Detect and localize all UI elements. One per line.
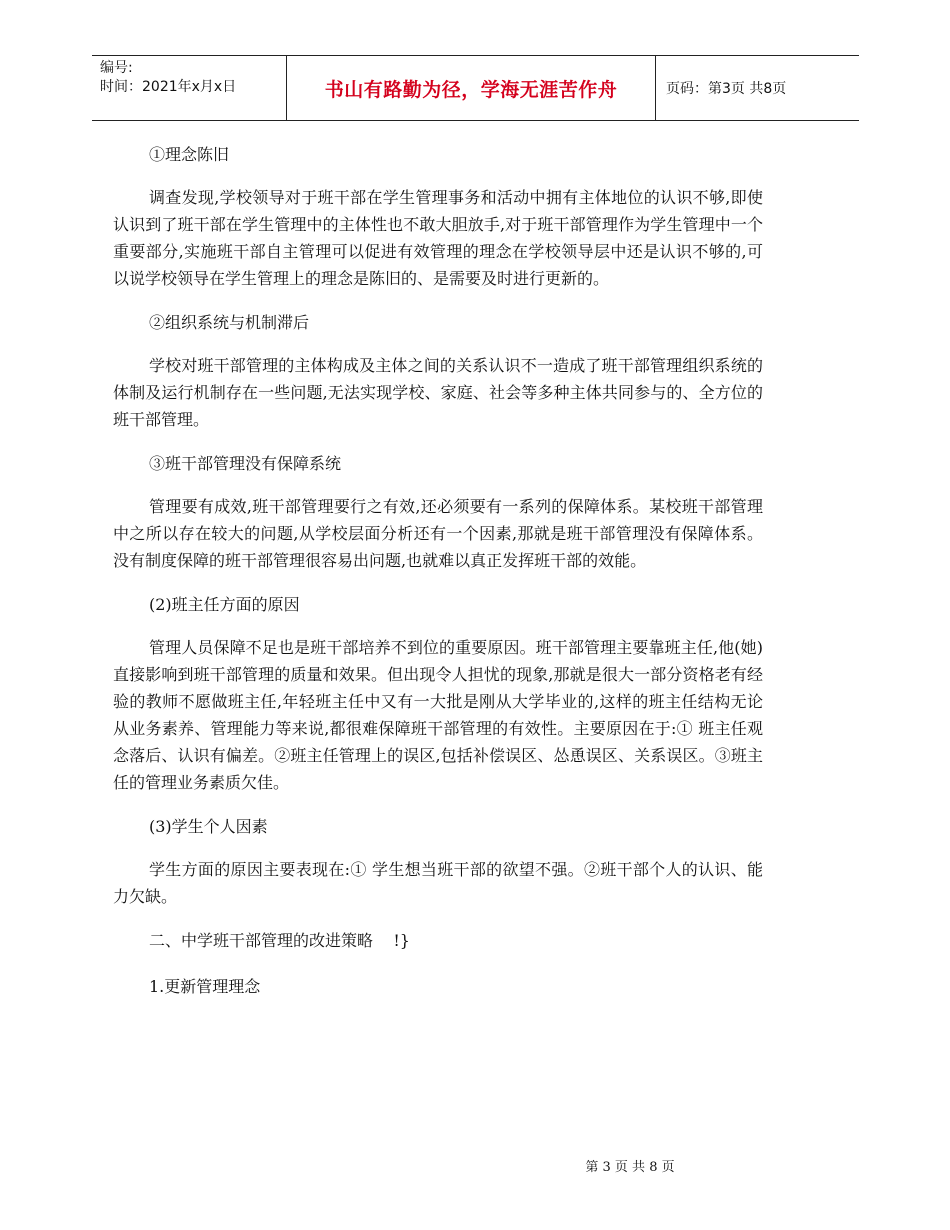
header-page-number: 页码：第3页 共8页	[666, 81, 787, 97]
section-heading: 1.更新管理理念	[149, 977, 261, 996]
section-heading: ②组织系统与机制滞后	[149, 313, 310, 332]
section-heading: (2)班主任方面的原因	[149, 595, 300, 614]
document-time-label: 时间：2021年x月x日	[100, 79, 237, 95]
paragraph: 学生方面的原因主要表现在:① 学生想当班干部的欲望不强。②班干部个人的认识、能力欠缺。	[113, 860, 763, 906]
paragraph: 管理要有成效,班干部管理要行之有效,还必须要有一系列的保障体系。某校班干部管理中之所以存在较大的问题,从学校层面分析还有一个因素,那就是班干部管理没有保障体系。没有制度保障的班干部管理很容易出问题,也就难以真正发挥班干部的效能。	[113, 497, 763, 570]
paragraph: 学校对班干部管理的主体构成及主体之间的关系认识不一造成了班干部管理组织系统的体制及运行机制存在一些问题,无法实现学校、家庭、社会等多种主体共同参与的、全方位的班干部管理。	[113, 356, 763, 429]
paragraph: 调查发现,学校领导对于班干部在学生管理事务和活动中拥有主体地位的认识不够,即使认识到了班干部在学生管理中的主体性也不敢大胆放手,对于班干部管理作为学生管理中一个重要部分,实施班干部自主管理可以促进有效管理的理念在学校领导层中还是认识不够的,可以说学校领导在学生管理上的理念是陈旧的、是需要及时进行更新的。	[113, 188, 763, 288]
section-heading: (3)学生个人因素	[149, 817, 268, 836]
section-heading: 二、中学班干部管理的改进策略 !}	[149, 931, 410, 950]
document-body	[113, 140, 763, 1002]
document-number-label: 编号:	[100, 60, 133, 76]
paragraph: 管理人员保障不足也是班干部培养不到位的重要原因。班干部管理主要靠班主任,他(她)直接影响到班干部管理的质量和效果。但出现令人担忧的现象,那就是很大一部分资格老有经验的教师不愿做班主任,年轻班主任中又有一大批是刚从大学毕业的,这样的班主任结构无论从业务素养、管理能力等来说,都很难保障班干部管理的有效性。主要原因在于:① 班主任观念落后、认识有偏差。②班主任管理上的误区,包括补偿误区、怂恿误区、关系误区。③班主任的管理业务素质欠佳。	[113, 638, 763, 792]
section-heading: ①理念陈旧	[149, 145, 230, 164]
header-motto: 书山有路勤为径，学海无涯苦作舟	[287, 56, 656, 120]
page-footer: 第 3 页 共 8 页	[585, 1160, 675, 1175]
section-heading: ③班干部管理没有保障系统	[149, 454, 342, 473]
header-info-cell	[92, 56, 287, 120]
page-header	[92, 55, 859, 121]
